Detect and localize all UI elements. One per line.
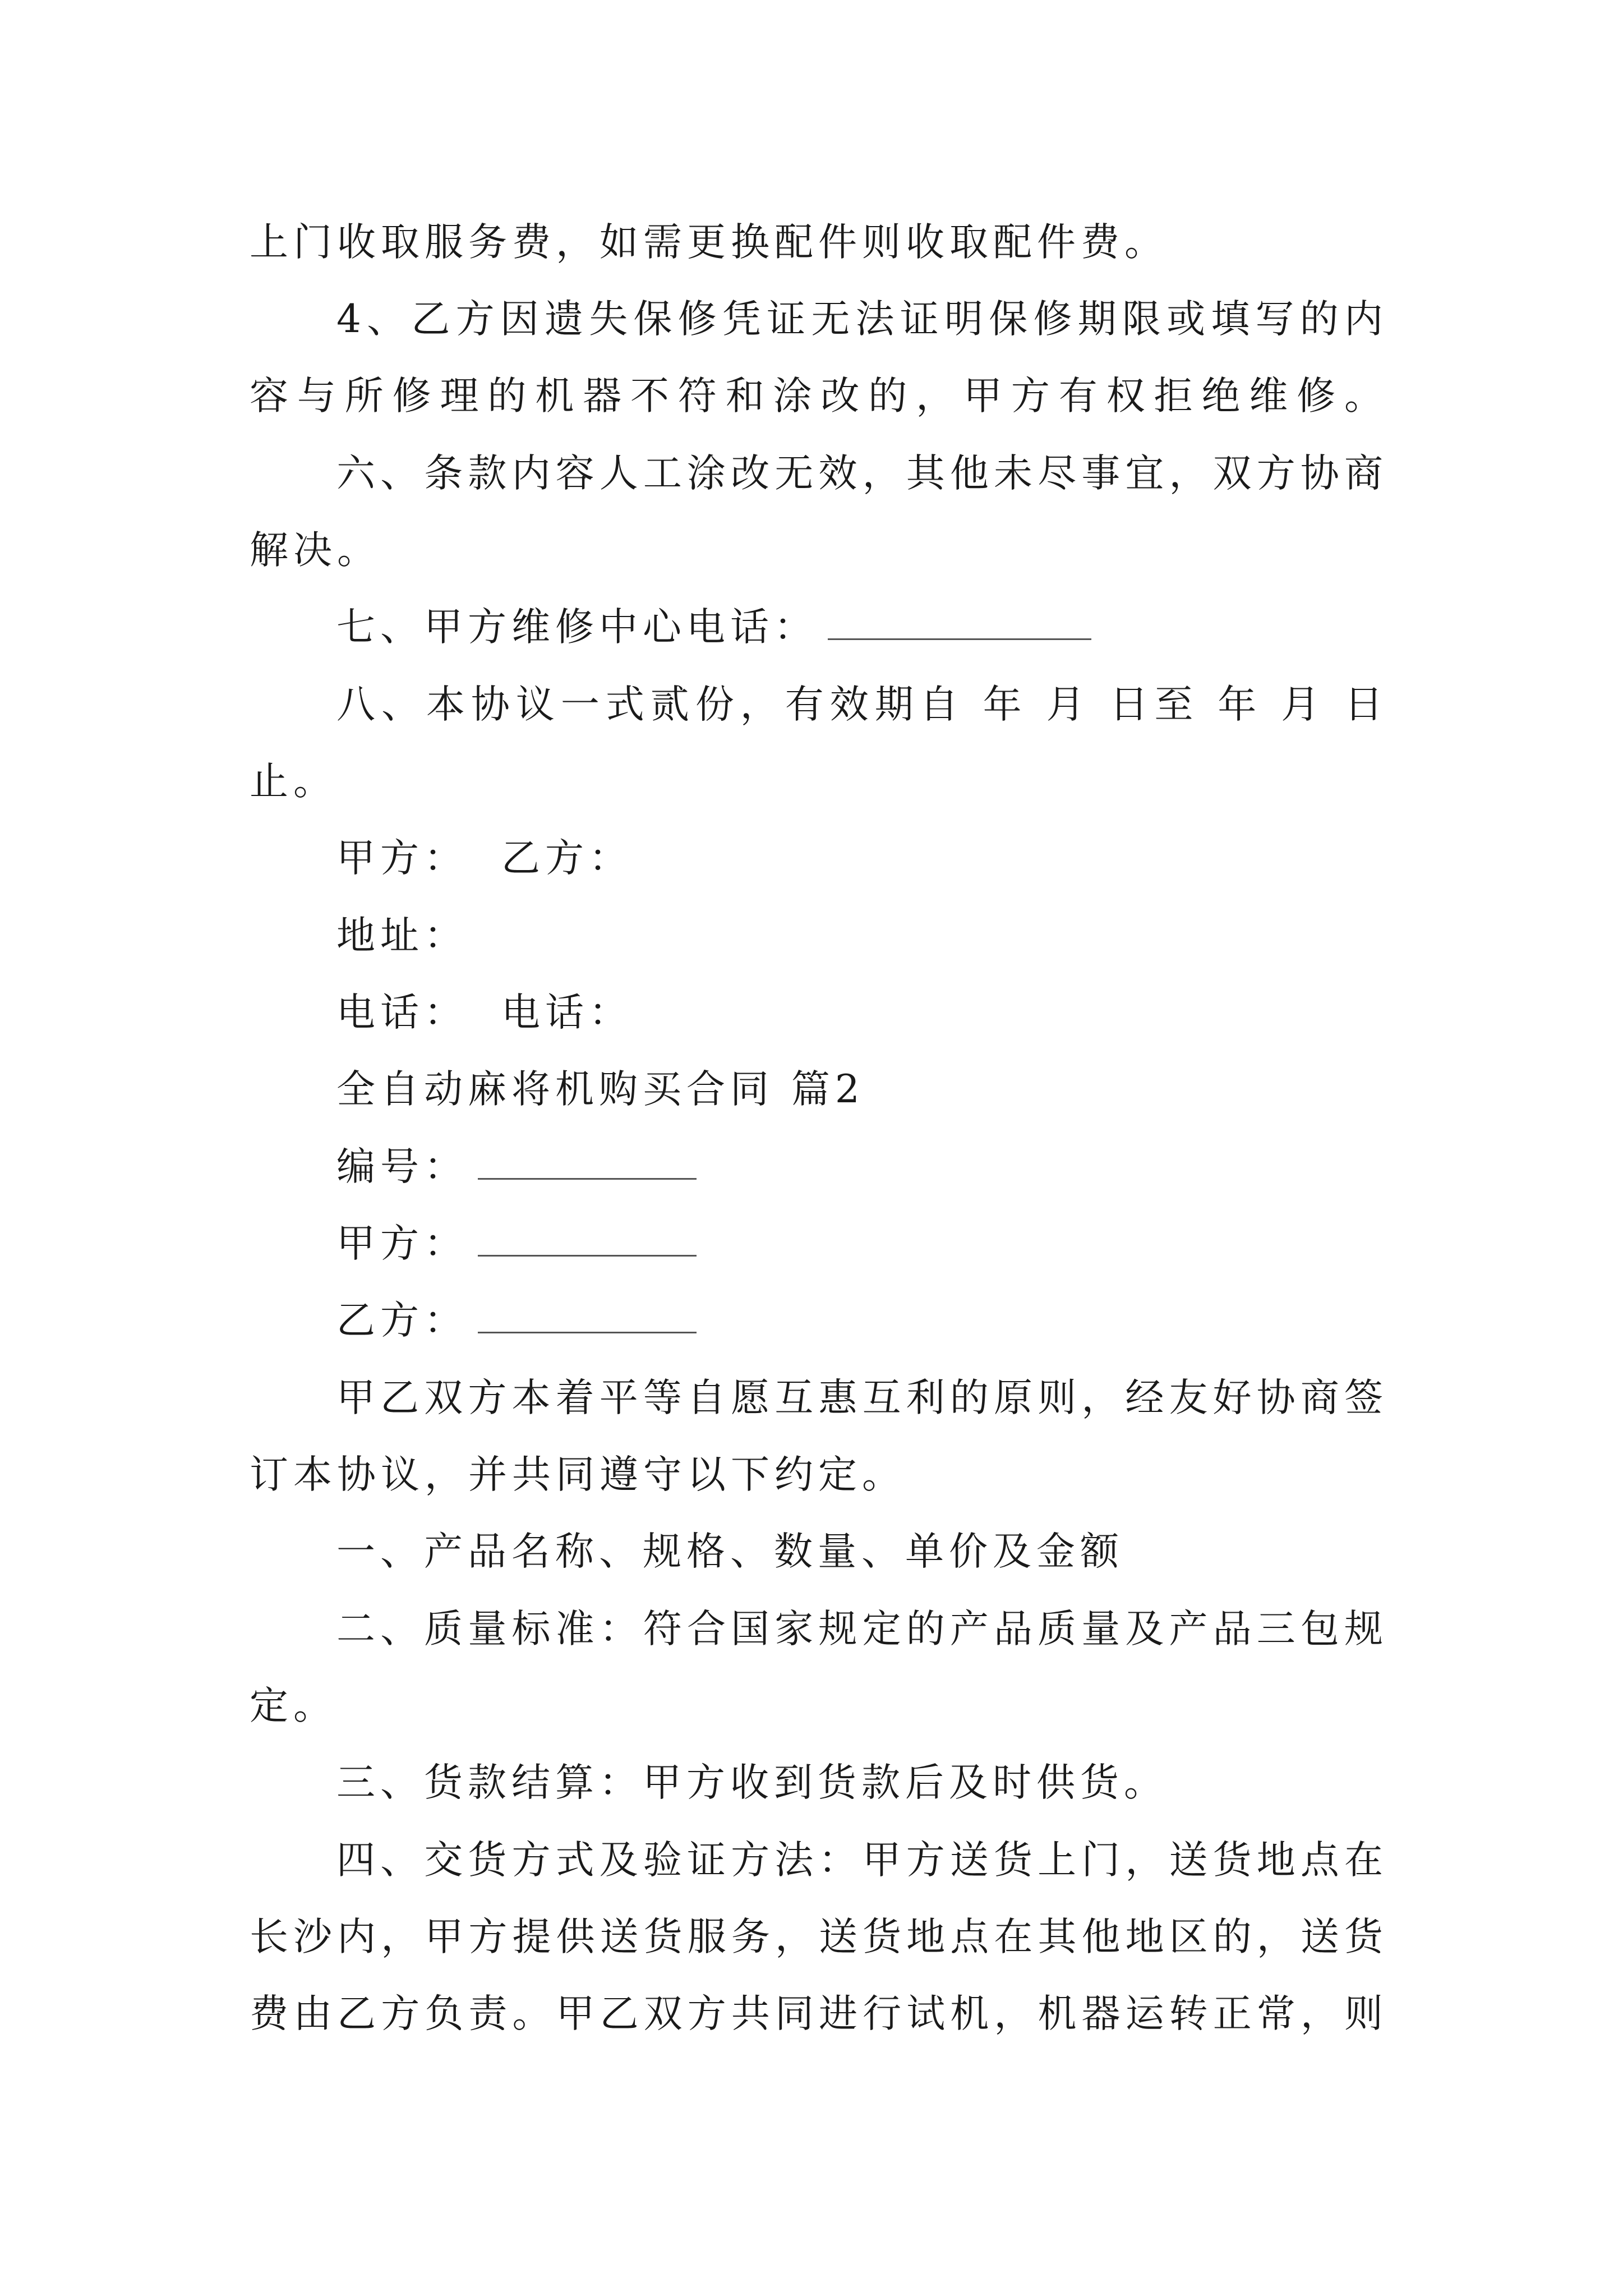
paragraph-line bbox=[250, 1903, 1388, 1971]
paragraph-line bbox=[250, 209, 1388, 276]
line-text: 甲乙双方本着平等自愿互惠互利的原则，经友好协商签 bbox=[336, 1375, 1388, 1420]
signature-line bbox=[336, 825, 1388, 892]
line-text: 三、货款结算：甲方收到货款后及时供货。 bbox=[336, 1760, 1168, 1805]
line-text: 七、甲方维修中心电话： bbox=[336, 605, 818, 650]
paragraph-line bbox=[336, 671, 1388, 738]
paragraph-line bbox=[336, 1595, 1388, 1663]
blank-field bbox=[478, 1248, 697, 1257]
number-label: 编号： bbox=[336, 1144, 468, 1189]
party-b-label: 乙方： bbox=[336, 1298, 468, 1343]
phone-line bbox=[336, 593, 1388, 661]
party-b-field-line bbox=[336, 1287, 1388, 1354]
line-text: 费由乙方负责。甲乙双方共同进行试机，机器运转正常，则 bbox=[250, 1991, 1388, 2036]
line-text: 长沙内，甲方提供送货服务，送货地点在其他地区的，送货 bbox=[250, 1915, 1388, 1959]
line-text: 4、乙方因遗失保修凭证无法证明保修期限或填写的内 bbox=[336, 297, 1388, 342]
phone-label: 电话： bbox=[336, 990, 468, 1035]
paragraph-line bbox=[250, 517, 1388, 584]
paragraph-line bbox=[336, 1518, 1388, 1585]
number-field-line bbox=[336, 1133, 1388, 1200]
party-a-label: 甲方： bbox=[336, 1221, 468, 1266]
phone-label: 电话： bbox=[501, 990, 633, 1035]
blank-field bbox=[478, 1325, 697, 1333]
paragraph-line bbox=[250, 362, 1388, 430]
line-text: 容与所修理的机器不符和涂改的，甲方有权拒绝维修。 bbox=[250, 374, 1388, 418]
line-text: 定。 bbox=[250, 1683, 337, 1728]
paragraph-line bbox=[250, 1672, 1388, 1740]
section-title-text: 全自动麻将机购买合同 篇2 bbox=[336, 1067, 865, 1112]
line-text: 止。 bbox=[250, 759, 337, 804]
paragraph-line bbox=[336, 1364, 1388, 1432]
line-text: 订本协议，并共同遵守以下约定。 bbox=[250, 1452, 906, 1497]
line-text: 六、条款内容人工涂改无效，其他未尽事宜，双方协商 bbox=[336, 451, 1388, 496]
line-text: 二、质量标准：符合国家规定的产品质量及产品三包规 bbox=[336, 1607, 1388, 1651]
line-text: 一、产品名称、规格、数量、单价及金额 bbox=[336, 1529, 1124, 1574]
party-a-field-line bbox=[336, 1210, 1388, 1277]
paragraph-line bbox=[336, 1826, 1388, 1894]
paragraph-line bbox=[250, 1980, 1388, 2047]
paragraph-line bbox=[336, 286, 1388, 353]
address-line bbox=[336, 902, 1388, 969]
paragraph-line bbox=[336, 440, 1388, 507]
line-text: 四、交货方式及验证方法：甲方送货上门，送货地点在 bbox=[336, 1838, 1388, 1883]
phone-row bbox=[336, 979, 1388, 1046]
party-a-label: 甲方： bbox=[336, 836, 468, 881]
line-text: 解决。 bbox=[250, 528, 381, 573]
section-title bbox=[336, 1056, 1388, 1123]
paragraph-line bbox=[336, 1749, 1388, 1816]
party-b-label: 乙方： bbox=[501, 836, 633, 881]
address-label: 地址： bbox=[336, 913, 468, 958]
blank-field bbox=[828, 632, 1091, 640]
paragraph-line bbox=[250, 748, 1388, 815]
line-text: 上门收取服务费，如需更换配件则收取配件费。 bbox=[250, 220, 1168, 265]
line-text: 八、本协议一式贰份，有效期自 年 月 日至 年 月 日 bbox=[336, 682, 1388, 727]
blank-field bbox=[478, 1171, 697, 1180]
paragraph-line bbox=[250, 1441, 1388, 1508]
